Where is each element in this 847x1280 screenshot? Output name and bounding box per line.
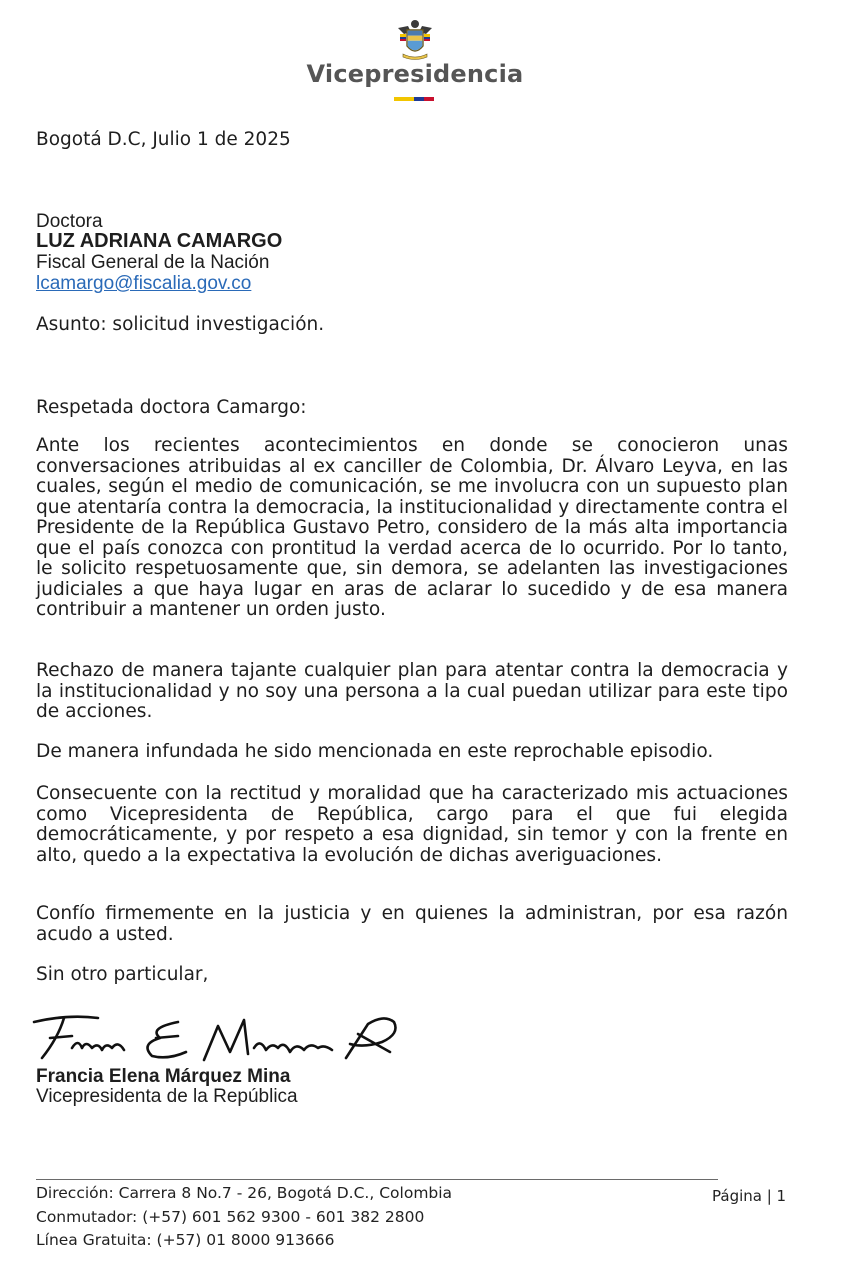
flag-yellow <box>394 97 414 101</box>
footer-switchboard: Conmutador: (+57) 601 562 9300 - 601 382 2800 <box>36 1208 425 1226</box>
recipient-name: LUZ ADRIANA CAMARGO <box>36 230 283 252</box>
subject-line: Asunto: solicitud investigación. <box>36 314 325 335</box>
signer-name: Francia Elena Márquez Mina <box>36 1066 291 1087</box>
footer-address: Dirección: Carrera 8 No.7 - 26, Bogotá D.C., Colombia <box>36 1184 453 1202</box>
recipient-role: Fiscal General de la Nación <box>36 252 270 273</box>
letterhead-brand: Vicepresidencia <box>306 60 524 88</box>
closing-line: Sin otro particular, <box>36 964 209 985</box>
flag-blue <box>414 97 424 101</box>
salutation: Respetada doctora Camargo: <box>36 397 307 418</box>
handwritten-signature <box>28 1008 408 1070</box>
flag-stripe <box>394 97 434 101</box>
body-paragraph-2: Rechazo de manera tajante cualquier plan para atentar contra la democracia y la institucionalidad y no soy una persona a la cual puedan utilizar para este tipo de acciones. <box>36 660 788 722</box>
letter-date: Bogotá D.C, Julio 1 de 2025 <box>36 129 291 150</box>
recipient-title: Doctora <box>36 211 103 232</box>
signer-role: Vicepresidenta de la República <box>36 1086 298 1107</box>
body-paragraph-4: Consecuente con la rectitud y moralidad que ha caracterizado mis actuaciones como Vicepresidenta de República, cargo para el que fui elegida democráticamente, y por respeto a esa dignidad, sin temor y con la frente en alto, quedo a la expectativa la evolución de dichas averiguaciones. <box>36 783 788 866</box>
footer-divider <box>36 1179 718 1180</box>
body-paragraph-5: Confío firmemente en la justicia y en quienes la administran, por esa razón acudo a usted. <box>36 903 788 945</box>
recipient-email-link[interactable]: lcamargo@fiscalia.gov.co <box>36 273 252 294</box>
coat-of-arms-icon <box>394 18 436 62</box>
body-paragraph-3: De manera infundada he sido mencionada en este reprochable episodio. <box>36 741 714 762</box>
body-paragraph-1: Ante los recientes acontecimientos en donde se conocieron unas conversaciones atribuidas al ex canciller de Colombia, Dr. Álvaro Leyva, en las cuales, según el medio de comunicación, se me involucra con un supuesto plan que atentaría contra la democracia, la institucionalidad y directamente contra el Presidente de la República Gustavo Petro, considero de la más alta importancia que el país conozca con prontitud la verdad acerca de lo ocurrido. Por lo tanto, le solicito respetuosamente que, sin demora, se adelanten las investigaciones judiciales a que haya lugar en aras de aclarar lo sucedido y de esa manera contribuir a mantener un orden justo. <box>36 435 788 620</box>
page-number: Página | 1 <box>712 1187 787 1205</box>
footer-toll-free: Línea Gratuita: (+57) 01 8000 913666 <box>36 1231 335 1249</box>
flag-red <box>424 97 434 101</box>
